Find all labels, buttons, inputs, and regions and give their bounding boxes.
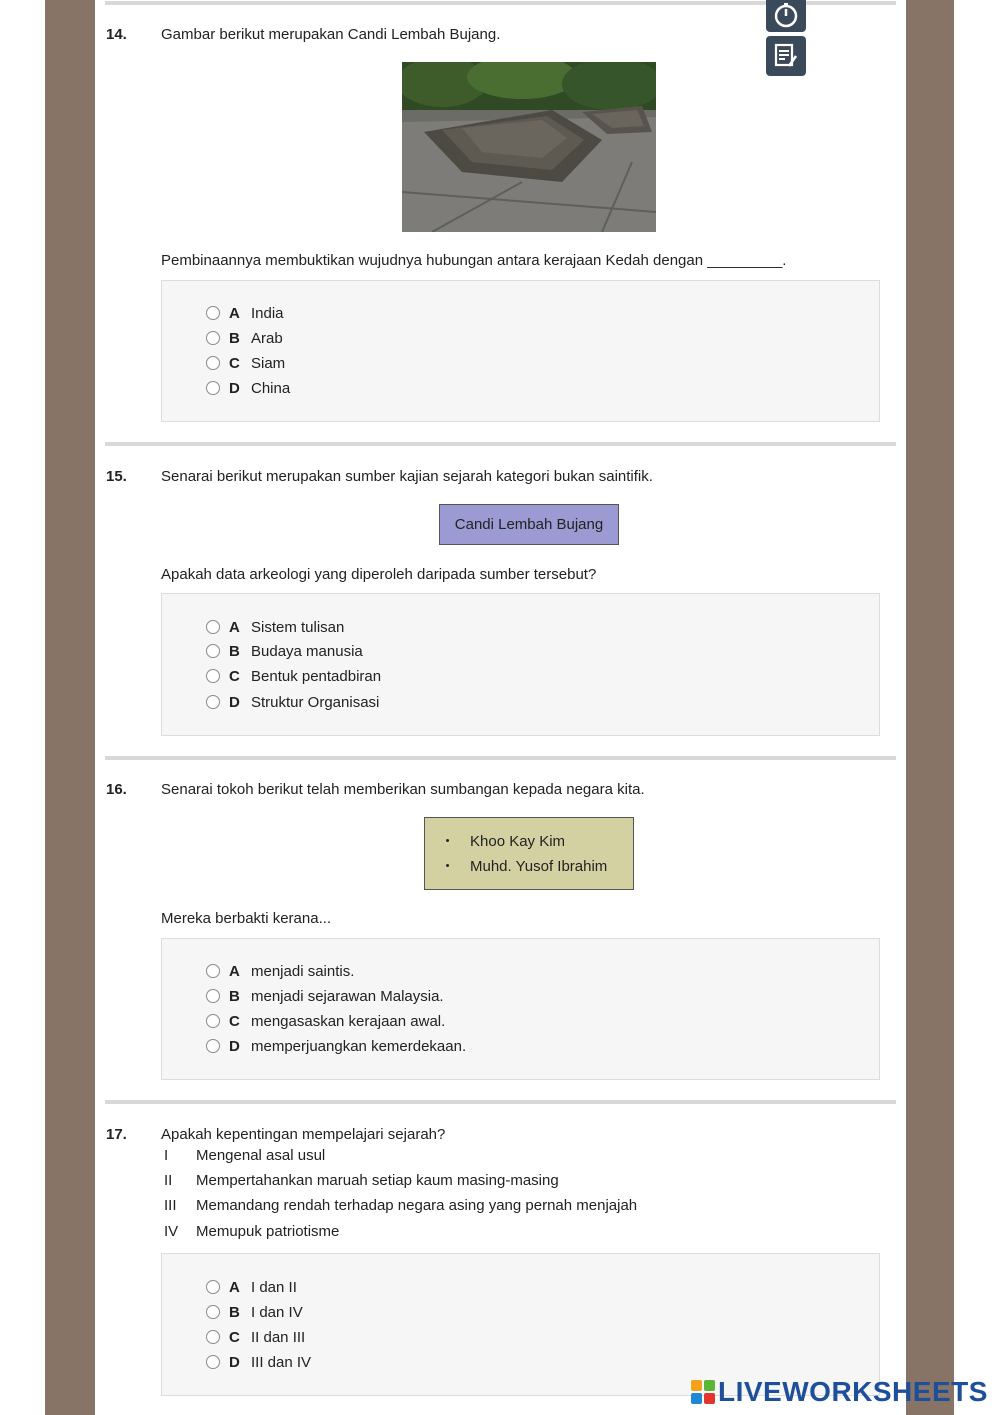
answer-option[interactable] — [206, 1277, 297, 1297]
answer-option[interactable] — [206, 378, 290, 398]
question-stem: Senarai tokoh berikut telah memberikan sumbangan kepada negara kita. — [161, 781, 645, 798]
radio-button[interactable] — [206, 356, 220, 370]
option-text: memperjuangkan kemerdekaan. — [251, 1037, 467, 1055]
logo-text: LIVEWORKSHEETS — [718, 1376, 988, 1407]
right-margin — [906, 0, 954, 1415]
statement-text: Memandang rendah terhadap negara asing yang pernah menjajah — [196, 1197, 638, 1214]
answer-option[interactable] — [206, 986, 444, 1006]
option-letter: D — [229, 379, 240, 397]
option-letter: D — [229, 1353, 240, 1371]
logo-mark-icon — [691, 1380, 715, 1404]
radio-button[interactable] — [206, 1014, 220, 1028]
logo-mark-tile — [704, 1380, 715, 1391]
radio-button[interactable] — [206, 331, 220, 345]
question-number: 16. — [106, 781, 127, 798]
question-stem: Senarai berikut merupakan sumber kajian sejarah kategori bukan saintifik. — [161, 468, 653, 485]
answer-option[interactable] — [206, 1352, 311, 1372]
list-item — [425, 856, 607, 876]
statement-numeral: I — [164, 1147, 169, 1164]
option-text: Siam — [251, 354, 286, 372]
option-letter: A — [229, 304, 240, 322]
divider — [105, 1100, 896, 1104]
answer-option[interactable] — [206, 303, 284, 323]
liveworksheets-logo[interactable] — [691, 1374, 988, 1410]
option-text: III dan IV — [251, 1353, 312, 1371]
divider — [105, 442, 896, 446]
left-margin — [45, 0, 95, 1415]
option-text: Arab — [251, 329, 283, 347]
radio-button[interactable] — [206, 669, 220, 683]
option-text: China — [251, 379, 291, 397]
clock-icon — [773, 3, 799, 29]
option-letter: B — [229, 329, 240, 347]
question-number: 14. — [106, 26, 127, 43]
statement — [164, 1197, 637, 1214]
figure-name: Khoo Kay Kim — [470, 832, 566, 850]
option-text: India — [251, 304, 284, 322]
radio-button[interactable] — [206, 1330, 220, 1344]
radio-button[interactable] — [206, 306, 220, 320]
question-prompt: Mereka berbakti kerana... — [161, 910, 332, 927]
question-stem: Gambar berikut merupakan Candi Lembah Bujang. — [161, 26, 501, 43]
source-box: Candi Lembah Bujang — [439, 504, 619, 545]
statement — [164, 1147, 325, 1164]
answer-option[interactable] — [206, 1302, 303, 1322]
question-number: 15. — [106, 468, 127, 485]
option-letter: C — [229, 354, 240, 372]
logo-mark-tile — [691, 1393, 702, 1404]
radio-button[interactable] — [206, 989, 220, 1003]
logo-mark-tile — [704, 1393, 715, 1404]
option-text: I dan IV — [251, 1303, 303, 1321]
statement-numeral: II — [164, 1172, 173, 1189]
option-letter: A — [229, 618, 240, 636]
question-number: 17. — [106, 1126, 127, 1143]
option-letter: A — [229, 1278, 240, 1296]
radio-button[interactable] — [206, 381, 220, 395]
notes-button[interactable] — [766, 36, 806, 76]
option-letter: B — [229, 642, 240, 660]
answer-option[interactable] — [206, 1011, 445, 1031]
option-text: II dan III — [251, 1328, 306, 1346]
answer-option[interactable] — [206, 961, 354, 981]
option-letter: C — [229, 667, 240, 685]
option-letter: A — [229, 962, 240, 980]
radio-button[interactable] — [206, 964, 220, 978]
answer-option[interactable] — [206, 353, 285, 373]
answer-options — [161, 593, 880, 736]
radio-button[interactable] — [206, 1039, 220, 1053]
answer-options — [161, 280, 880, 422]
option-text: I dan II — [251, 1278, 297, 1296]
figures-box — [424, 817, 634, 890]
statement — [164, 1223, 339, 1240]
radio-button[interactable] — [206, 1305, 220, 1319]
temple-photo — [402, 62, 656, 232]
radio-button[interactable] — [206, 644, 220, 658]
option-text: Struktur Organisasi — [251, 693, 380, 711]
statement-text: Mempertahankan maruah setiap kaum masing-masing — [196, 1172, 559, 1189]
option-text: menjadi sejarawan Malaysia. — [251, 987, 444, 1005]
figure-name: Muhd. Yusof Ibrahim — [470, 857, 608, 875]
radio-button[interactable] — [206, 620, 220, 634]
option-letter: D — [229, 1037, 240, 1055]
question-stem: Apakah kepentingan mempelajari sejarah? — [161, 1126, 446, 1143]
option-text: Budaya manusia — [251, 642, 363, 660]
option-text: Bentuk pentadbiran — [251, 667, 382, 685]
answer-option[interactable] — [206, 1036, 466, 1056]
statement-numeral: IV — [164, 1223, 179, 1240]
answer-option[interactable] — [206, 666, 381, 686]
option-text: Sistem tulisan — [251, 618, 345, 636]
option-letter: B — [229, 987, 240, 1005]
answer-option[interactable] — [206, 641, 363, 661]
option-letter: D — [229, 693, 240, 711]
answer-option[interactable] — [206, 617, 344, 637]
radio-button[interactable] — [206, 1355, 220, 1369]
option-text: menjadi saintis. — [251, 962, 355, 980]
question-prompt: Apakah data arkeologi yang diperoleh daripada sumber tersebut? — [161, 566, 597, 583]
divider — [105, 756, 896, 760]
option-letter: C — [229, 1328, 240, 1346]
worksheet-notes-icon — [773, 42, 799, 70]
answer-option[interactable] — [206, 328, 283, 348]
answer-option[interactable] — [206, 692, 379, 712]
radio-button[interactable] — [206, 695, 220, 709]
question-prompt: Pembinaannya membuktikan wujudnya hubungan antara kerajaan Kedah dengan _________. — [161, 252, 787, 269]
statement-text: Memupuk patriotisme — [196, 1223, 340, 1240]
timer-button[interactable] — [766, 0, 806, 32]
statement-text: Mengenal asal usul — [196, 1147, 326, 1164]
answer-options — [161, 938, 880, 1080]
logo-mark-tile — [691, 1380, 702, 1391]
statement — [164, 1172, 559, 1189]
option-text: mengasaskan kerajaan awal. — [251, 1012, 446, 1030]
option-letter: C — [229, 1012, 240, 1030]
radio-button[interactable] — [206, 1280, 220, 1294]
bullet: • — [445, 860, 450, 872]
answer-option[interactable] — [206, 1327, 305, 1347]
statement-numeral: III — [164, 1197, 177, 1214]
list-item — [425, 831, 565, 851]
option-letter: B — [229, 1303, 240, 1321]
bullet: • — [445, 835, 450, 847]
